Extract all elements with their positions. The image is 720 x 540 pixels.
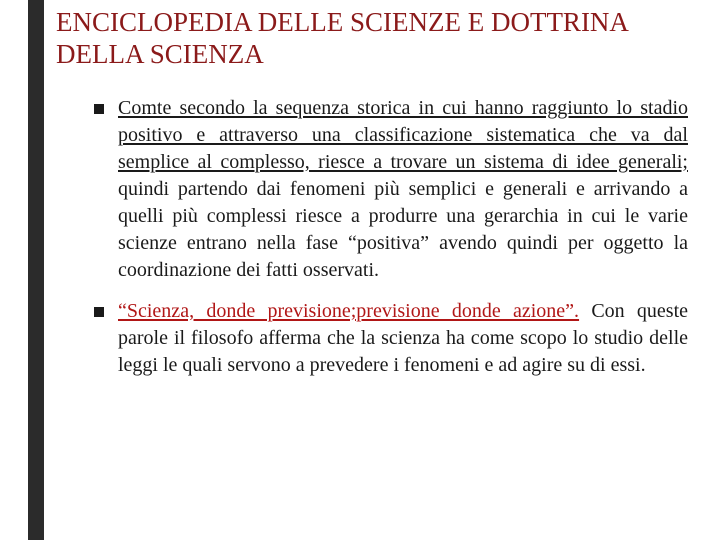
slide-title: ENCICLOPEDIA DELLE SCIENZE E DOTTRINA DELLA SCIENZA	[56, 7, 628, 69]
square-bullet-icon	[94, 307, 104, 317]
plain-text: quindi partendo dai fenomeni più semplici e generali e arrivando a quelli più complessi riesce a produrre una gerarchia in cui le varie scienze entrano nella fase “positiva” avendo quindi per oggetto la coordinazione dei fatti osservati.	[118, 178, 688, 281]
bullet-list	[118, 95, 688, 379]
bullet-item-comte	[118, 95, 688, 284]
left-accent-bar	[28, 0, 44, 540]
bullet-item-scienza	[118, 298, 688, 379]
square-bullet-icon	[94, 104, 104, 114]
underlined-text: Comte secondo la sequenza storica in cui hanno raggiunto lo stadio positivo e attraverso una classificazione sistematica che va dal semplice al complesso, riesce a trovare un sistema di idee generali;	[118, 97, 688, 173]
quote-text: “Scienza, donde previsione;previsione donde azione”.	[118, 300, 580, 322]
plain-text: Con queste parole il filosofo afferma che la scienza ha come scopo lo studio delle leggi le quali servono a prevedere i fenomeni e ad agire su di essi.	[118, 300, 688, 376]
